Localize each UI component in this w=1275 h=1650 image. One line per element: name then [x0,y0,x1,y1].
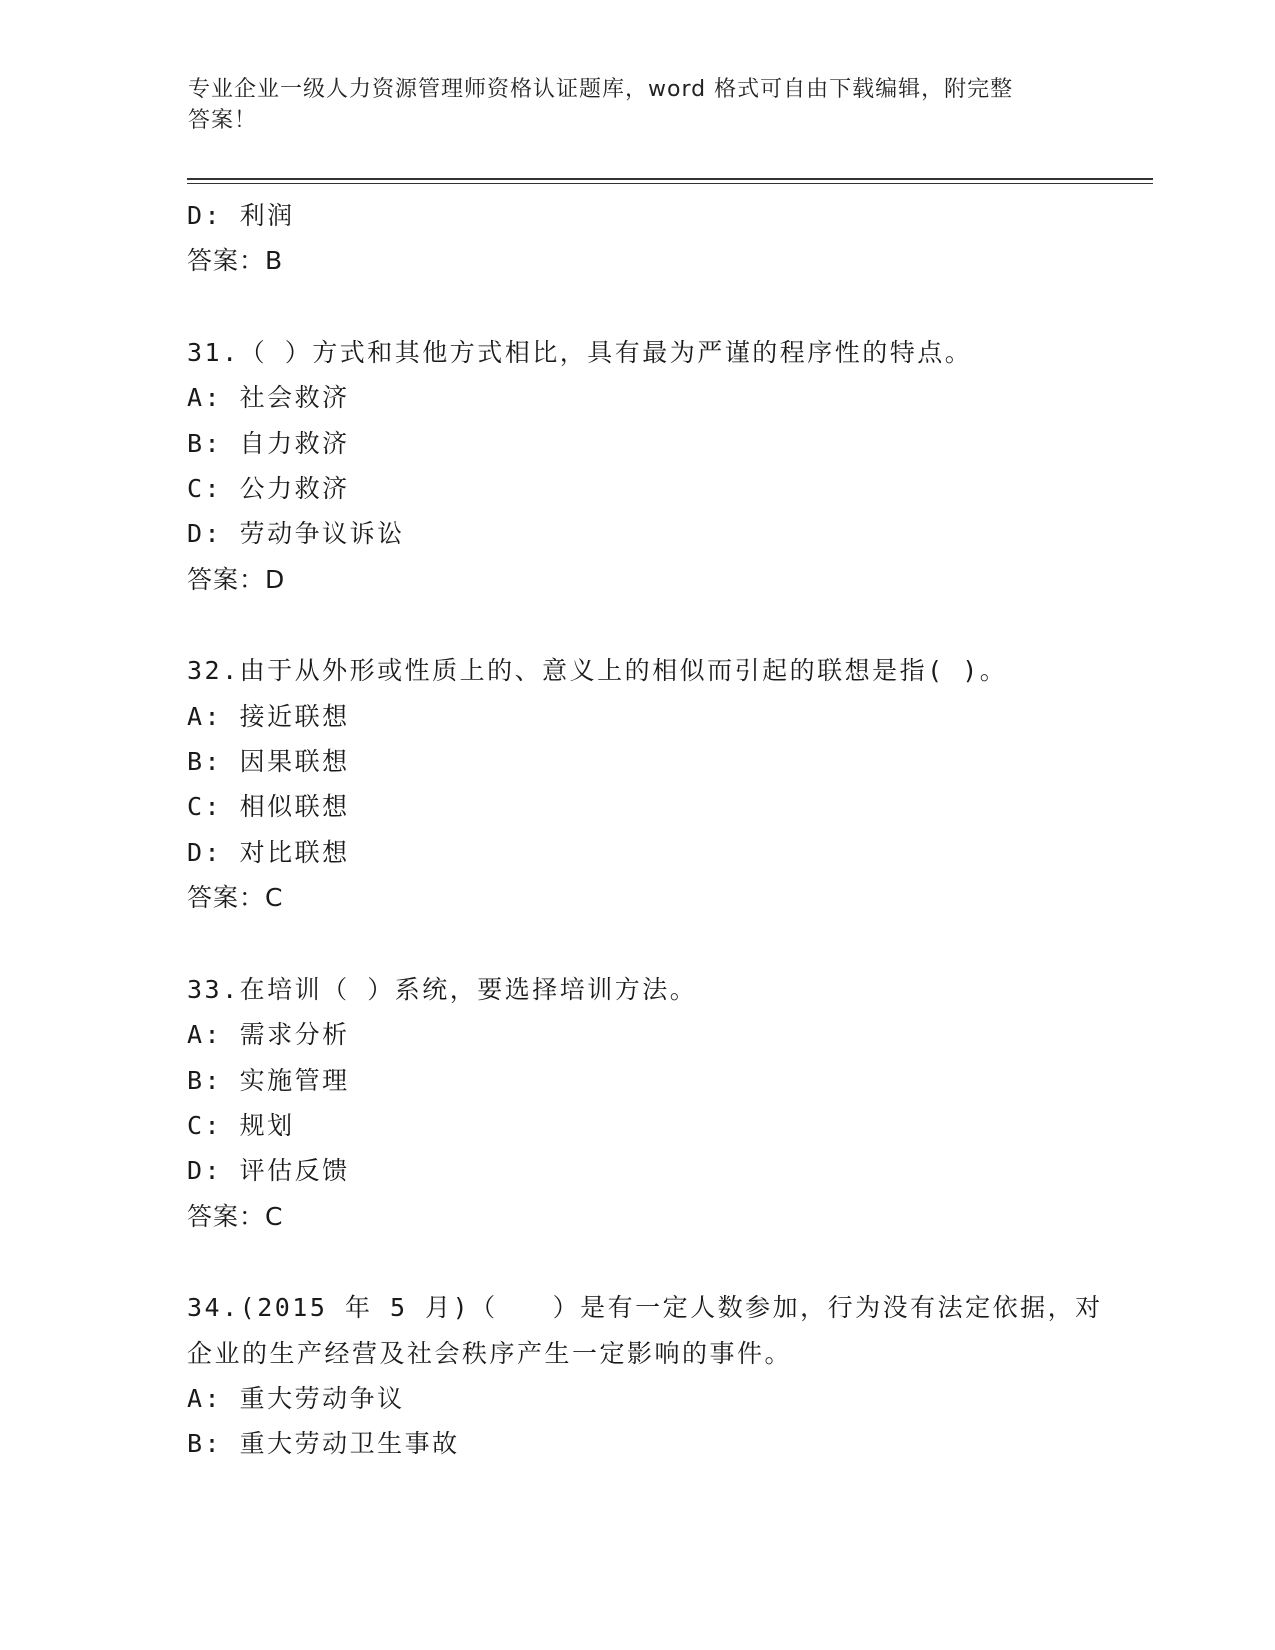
option-a: A: 重大劳动争议 [187,1383,405,1413]
option-d: D: 利润 [187,201,295,230]
question-content [187,193,1127,1467]
question-stem-line-2: 企业的生产经营及社会秩序产生一定影响的事件。 [187,1338,793,1368]
question-34 [187,1285,1127,1467]
answer: 答案：D [187,564,286,594]
answer: 答案：C [187,883,284,913]
page-header [188,74,1068,136]
answer: 答案：B [187,246,284,276]
answer: 答案：C [187,1201,284,1231]
option-b: B: 自力救济 [187,428,350,458]
option-d: D: 劳动争议诉讼 [187,519,405,549]
option-d: D: 评估反馈 [187,1156,350,1186]
option-b: B: 实施管理 [187,1065,350,1095]
header-line-1: 专业企业一级人力资源管理师资格认证题库，word 格式可自由下载编辑，附完整 [188,77,1014,102]
question-31 [187,330,1127,602]
option-c: C: 规划 [187,1110,295,1140]
option-b: B: 因果联想 [187,747,350,777]
question-stem: 33.在培训（ ）系统，要选择培训方法。 [187,974,698,1004]
option-a: A: 接近联想 [187,701,350,731]
question-33 [187,967,1127,1239]
header-rule-thin [187,183,1153,184]
option-a: A: 需求分析 [187,1020,350,1050]
question-stem: 31.（ ）方式和其他方式相比，具有最为严谨的程序性的特点。 [187,337,973,367]
header-rule-thick [187,178,1153,180]
option-a: A: 社会救济 [187,383,350,413]
question-stem: 32.由于从外形或性质上的、意义上的相似而引起的联想是指( )。 [187,656,1008,686]
option-b: B: 重大劳动卫生事故 [187,1429,460,1459]
option-d: D: 对比联想 [187,837,350,867]
header-line-2: 答案！ [188,108,258,133]
question-32 [187,648,1127,920]
option-c: C: 公力救济 [187,474,350,504]
option-c: C: 相似联想 [187,792,350,822]
question-stem-line-1: 34.(2015 年 5 月)（ ）是有一定人数参加，行为没有法定依据，对 [187,1293,1103,1323]
